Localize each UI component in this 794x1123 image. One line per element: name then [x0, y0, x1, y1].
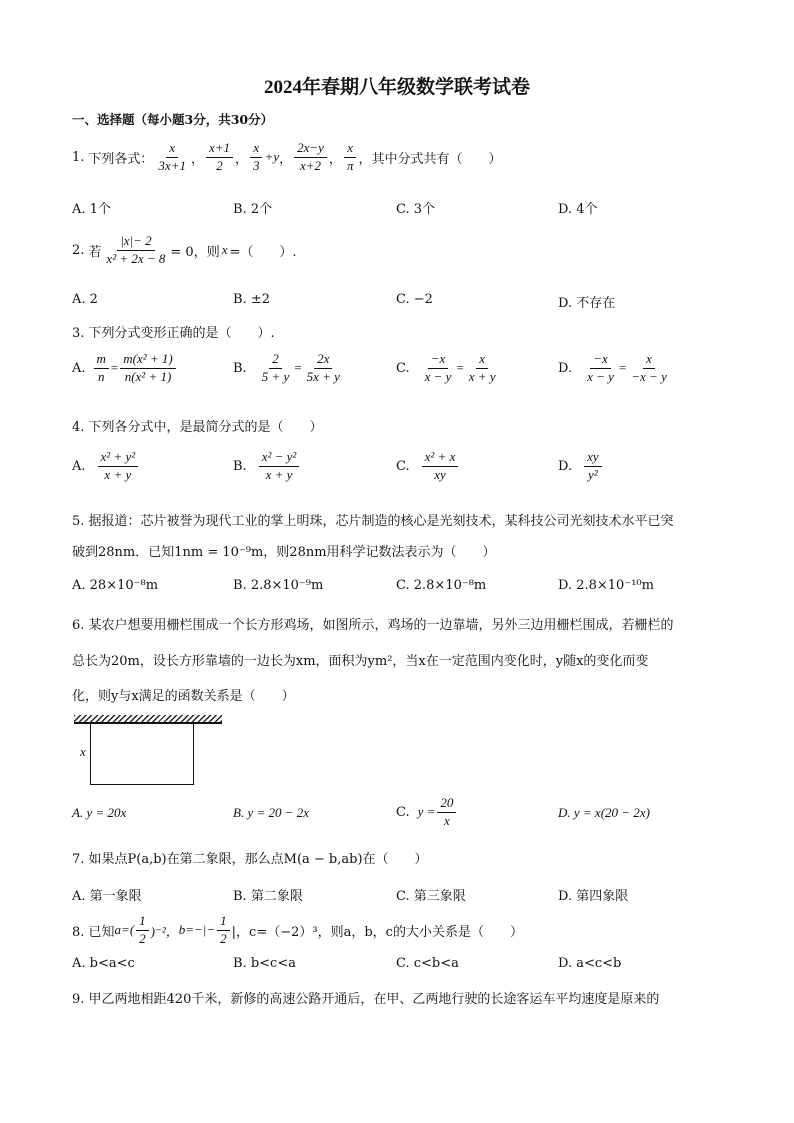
q7-option-b: B. 第二象限: [233, 889, 303, 904]
q6-option-d: D. y = x(20 − 2x): [558, 805, 650, 820]
q1-option-d: D. 4个: [558, 202, 598, 217]
question-1: 1. 下列各式： $\frac{x}{3x+1}$ ， $\frac{x+1}{2}$ ， $\frac{x}{3}$ +y ， $\frac{2x-y}{x+2}$ ， $\frac{x}{\pi}$ ，其中分式共有（ ）: [72, 140, 502, 173]
q5-option-a: A. 28×10⁻⁸m: [72, 578, 159, 593]
q7-option-d: D. 第四象限: [558, 889, 629, 904]
question-9-line-1: 9. 甲乙两地相距420千米，新修的高速公路开通后，在甲、乙两地行驶的长途客运车平均速度是原来的: [72, 992, 660, 1007]
question-2: [72, 234, 297, 267]
q1-option-c: C. 3个: [396, 202, 436, 217]
q1-number: 1.: [72, 149, 85, 165]
q8-a-fraction: $\frac{1}{2}$: [136, 914, 149, 947]
q2-lead: 若: [88, 244, 102, 260]
q1-option-b: B. 2个: [233, 202, 273, 217]
q1-frac-3: $\frac{x}{3}$: [250, 141, 263, 174]
q4-option-d: D. $\frac{xy}{\text{y²}}$: [558, 450, 604, 483]
q2-fraction: $\frac{|x|- 2}{\text{x² + 2x − 8}}$: [106, 233, 166, 266]
question-6-line-1: 6. 某农户想要用栅栏围成一个长方形鸡场，如图所示，鸡场的一边靠墙，另外三边用栅栏围成，若栅栏的: [72, 618, 674, 633]
q7-option-c: C. 第三象限: [396, 889, 466, 904]
question-3: 3. 下列分式变形正确的是（ ）.: [72, 326, 275, 341]
q3-option-a: A. $\frac{m}{n}$ = $\frac{\text{m(x² + 1)}}{\text{n(x² + 1)}}$: [72, 352, 178, 385]
q2-option-d: D. 不存在: [558, 296, 616, 311]
q8-b-fraction: $\frac{1}{2}$: [217, 914, 230, 947]
q1-tail: ，其中分式共有（ ）: [358, 151, 502, 167]
question-6-line-2: 总长为20m，设长方形靠墙的一边长为xm，面积为ym²，当x在一定范围内变化时，y随x的变化而变: [72, 654, 649, 669]
q5-option-b: B. 2.8×10⁻⁹m: [233, 578, 324, 593]
q1-frac-5: $\frac{x}{\pi}$: [344, 141, 357, 174]
q4-option-b: B. $\frac{\text{x² − y²}}{x + y}$: [233, 450, 301, 483]
q8-option-b: B. b<c<a: [233, 956, 296, 971]
question-6-line-3: 化，则y与x满足的函数关系是（ ）: [72, 689, 295, 704]
q2-variable: x: [221, 242, 228, 258]
q2-equals: = 0，则: [170, 244, 220, 260]
q1-frac-1: $\frac{x}{3x+1}$: [158, 140, 186, 173]
q2-option-a: A. 2: [72, 292, 98, 307]
q2-option-c: C. −2: [396, 292, 433, 307]
q2-tail: =（ ）.: [229, 244, 297, 260]
section-heading: 一、选择题（每小题3分，共30分）: [72, 112, 274, 127]
q3-option-b: B. $\frac{2}{5 + y}$ = $\frac{2x}{5x + y}$: [233, 351, 340, 384]
q7-option-a: A. 第一象限: [72, 889, 142, 904]
q8-option-d: D. a<c<b: [558, 956, 622, 971]
q5-option-d: D. 2.8×10⁻¹⁰m: [558, 578, 654, 593]
q8-option-c: C. c<b<a: [396, 956, 459, 971]
q6-option-b: B. y = 20 − 2x: [233, 805, 310, 820]
q8-lead: 8. 已知: [72, 924, 115, 940]
q2-number: 2.: [72, 242, 85, 258]
q8-option-a: A. b<a<c: [72, 956, 135, 971]
question-8: 8. 已知 a=( $\frac{1}{2}$ )⁻²， b=−|− $\frac{1}{2}$ |，c=（−2）³，则a，b，c的大小关系是（ ）: [72, 913, 523, 946]
q1-lead: 下列各式：: [88, 151, 154, 167]
coop-rectangle: [90, 723, 194, 785]
q1-frac-4: $\frac{2x-y}{x+2}$: [294, 141, 327, 174]
question-4: 4. 下列各分式中，是最简分式的是（ ）: [72, 420, 323, 435]
q3-option-c: C. $\frac{-x}{x - y}$ = $\frac{x}{x + y}$: [396, 351, 496, 384]
question-5-line-2: 破到28nm．已知1nm = 10⁻⁹m，则28nm用科学记数法表示为（ ）: [72, 545, 496, 560]
q1-frac-2: $\frac{x+1}{2}$: [206, 141, 233, 174]
q6-option-a: A. y = 20x: [72, 805, 127, 820]
q2-option-b: B. ±2: [233, 292, 270, 307]
q1-option-a: A. 1个: [72, 202, 111, 217]
question-5-line-1: 5. 据报道：芯片被誉为现代工业的掌上明珠，芯片制造的核心是光刻技术，某科技公司光刻技术水平已突: [72, 514, 674, 529]
question-7: 7. 如果点P(a,b)在第二象限，那么点M(a − b,ab)在（ ）: [72, 852, 428, 867]
q4-option-c: C. $\frac{\text{x² + x}}{xy}$: [396, 450, 460, 483]
q3-option-d: D. $\frac{-x}{x - y}$ = $\frac{x}{-x - y}$: [558, 351, 667, 384]
page-title: 2024年春期八年级数学联考试卷: [263, 77, 530, 98]
q6-option-c: C. y = $\frac{20}{x}$: [396, 796, 458, 829]
figure-x-label: x: [80, 744, 86, 759]
q1-plus-y: +y: [264, 149, 280, 165]
q5-option-c: C. 2.8×10⁻⁸m: [396, 578, 487, 593]
q4-option-a: A. $\frac{\text{x² + y²}}{x + y}$: [72, 450, 140, 483]
